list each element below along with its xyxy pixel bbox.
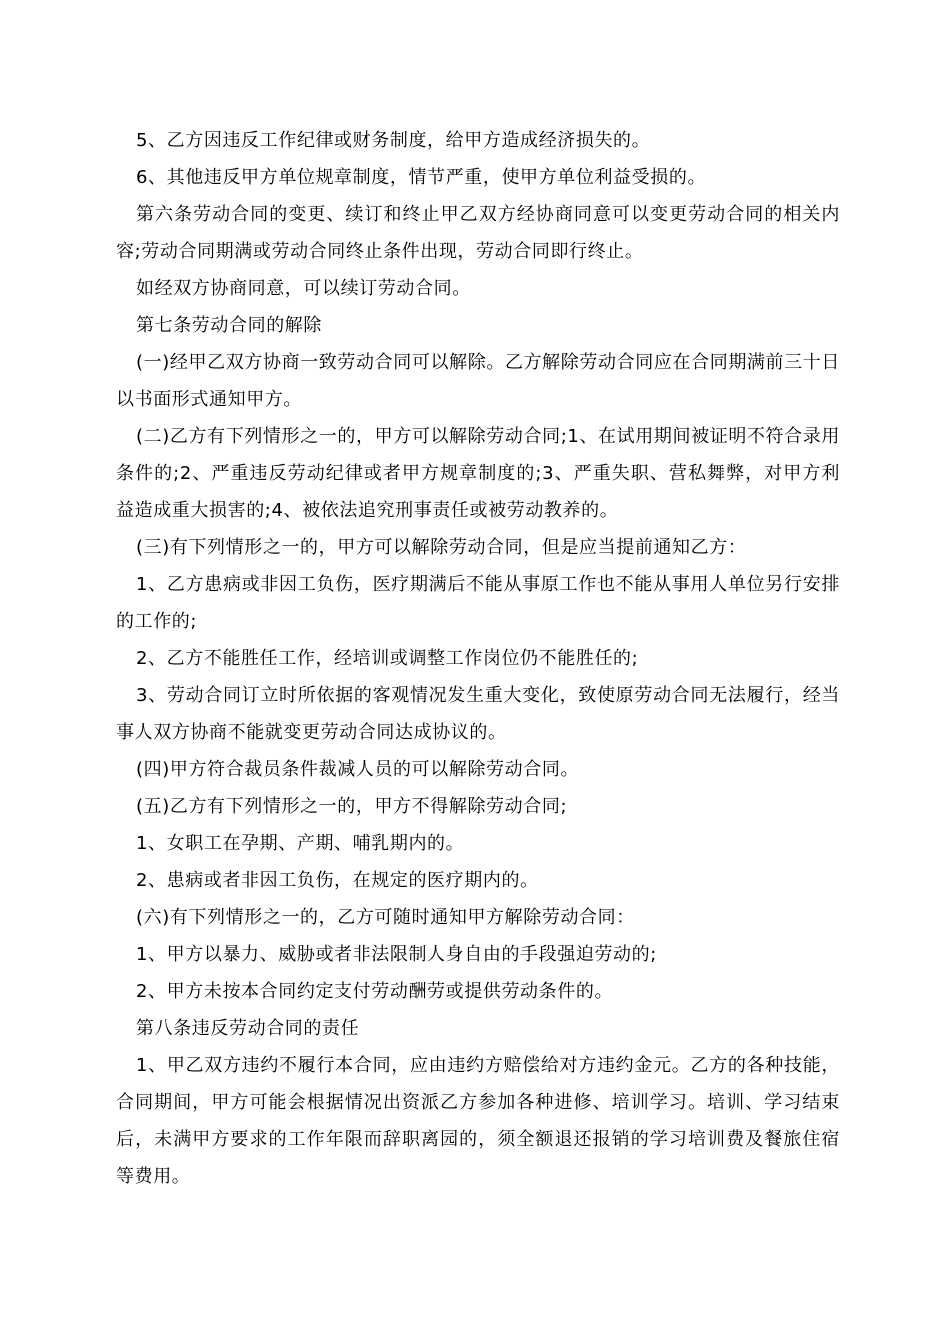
paragraph: (六)有下列情形之一的，乙方可随时通知甲方解除劳动合同： [136, 907, 635, 928]
paragraph: 6、其他违反甲方单位规章制度，情节严重，使甲方单位利益受损的。 [136, 167, 707, 188]
paragraph: (三)有下列情形之一的，甲方可以解除劳动合同，但是应当提前通知乙方： [136, 537, 747, 558]
paragraph: 1、甲乙双方违约不履行本合同，应由违约方赔偿给对方违约金元。乙方的各种技能，合同期间，甲方可能会根据情况出资派乙方参加各种进修、培训学习。培训、学习结束后，未满甲方要求的工作年限而辞职离园的，须全额退还报销的学习培训费及餐旅住宿等费用。 [116, 1055, 840, 1187]
paragraph: (四)甲方符合裁员条件裁减人员的可以解除劳动合同。 [136, 759, 580, 780]
paragraph: 第六条劳动合同的变更、续订和终止甲乙双方经协商同意可以变更劳动合同的相关内容;劳动合同期满或劳动合同终止条件出现，劳动合同即行终止。 [116, 204, 840, 262]
paragraph: (二)乙方有下列情形之一的，甲方可以解除劳动合同;1、在试用期间被证明不符合录用条件的;2、严重违反劳动纪律或者甲方规章制度的;3、严重失职、营私舞弊，对甲方利益造成重大损害的;4、被依法追究刑事责任或被劳动教养的。 [116, 426, 840, 521]
paragraph: 1、甲方以暴力、威胁或者非法限制人身自由的手段强迫劳动的; [136, 944, 657, 965]
paragraph: 2、乙方不能胜任工作，经培训或调整工作岗位仍不能胜任的; [136, 648, 639, 669]
paragraph: 1、乙方患病或非因工负伤，医疗期满后不能从事原工作也不能从事用人单位另行安排的工作的; [116, 574, 840, 632]
paragraph: (五)乙方有下列情形之一的，甲方不得解除劳动合同; [136, 796, 568, 817]
paragraph: 3、劳动合同订立时所依据的客观情况发生重大变化，致使原劳动合同无法履行，经当事人双方协商不能就变更劳动合同达成协议的。 [116, 685, 840, 743]
document-body [116, 122, 840, 1195]
paragraph: 5、乙方因违反工作纪律或财务制度，给甲方造成经济损失的。 [136, 130, 651, 151]
paragraph: 2、患病或者非因工负伤，在规定的医疗期内的。 [136, 870, 539, 891]
paragraph: 2、甲方未按本合同约定支付劳动酬劳或提供劳动条件的。 [136, 981, 614, 1002]
paragraph: 如经双方协商同意，可以续订劳动合同。 [136, 278, 471, 299]
paragraph: (一)经甲乙双方协商一致劳动合同可以解除。乙方解除劳动合同应在合同期满前三十日以书面形式通知甲方。 [116, 352, 840, 410]
section-heading: 第八条违反劳动合同的责任 [136, 1018, 360, 1039]
section-heading: 第七条劳动合同的解除 [136, 315, 322, 336]
paragraph: 1、女职工在孕期、产期、哺乳期内的。 [136, 833, 465, 854]
